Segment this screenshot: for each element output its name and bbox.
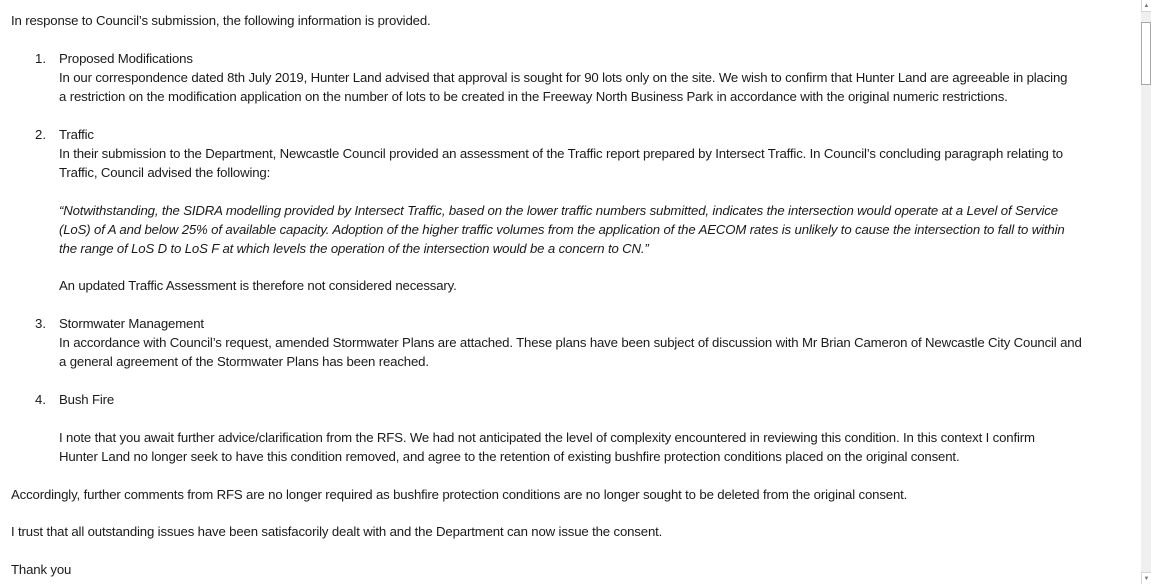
- item-2-number: 2.: [35, 127, 46, 142]
- sign-off: Thank you: [11, 562, 72, 577]
- item-2-line-2: Traffic, Council advised the following:: [59, 165, 271, 180]
- arrow-up-icon[interactable]: ▲: [1141, 0, 1151, 12]
- item-3-number: 3.: [35, 316, 46, 331]
- item-3-heading: Stormwater Management: [59, 316, 204, 331]
- item-1-line-2: a restriction on the modification application on the number of lots to be created in the Freeway North Business Park in accordance with the original numeric restrictions.: [59, 89, 1008, 104]
- closing-paragraph-2: I trust that all outstanding issues have been satisfacorily dealt with and the Department can now issue the consent.: [11, 524, 663, 539]
- item-3-line-2: a general agreement of the Stormwater Plans has been reached.: [59, 354, 429, 369]
- item-1-line-1: In our correspondence dated 8th July 2019, Hunter Land advised that approval is sought for 90 lots only on the site. We wish to confirm that Hunter Land are agreeable in placing: [59, 70, 1068, 85]
- item-4-line-1: I note that you await further advice/clarification from the RFS. We had not anticipated the level of complexity encountered in reviewing this condition. In this context I confirm: [59, 430, 1035, 445]
- item-2-quote-line-1: “Notwithstanding, the SIDRA modelling provided by Intersect Traffic, based on the lower traffic numbers submitted, indicates the intersection would operate at a Level of Service: [59, 203, 1058, 218]
- item-1-heading: Proposed Modifications: [59, 51, 193, 66]
- item-2-quote-line-2: (LoS) of A and below 25% of available capacity. Adoption of the higher traffic volumes from the application of the AECOM rates is unlikely to cause the intersection to fall to within: [59, 222, 1065, 237]
- item-2-heading: Traffic: [59, 127, 94, 142]
- intro-paragraph: In response to Council’s submission, the following information is provided.: [11, 13, 431, 28]
- vertical-scrollbar[interactable]: [1141, 0, 1151, 584]
- item-2-quote-line-3: the range of LoS D to LoS F at which levels the operation of the intersection would be a concern to CN.”: [59, 241, 649, 256]
- item-2-followup: An updated Traffic Assessment is therefore not considered necessary.: [59, 278, 457, 293]
- item-2-line-1: In their submission to the Department, Newcastle Council provided an assessment of the Traffic report prepared by Intersect Traffic. In Council’s concluding paragraph relating to: [59, 146, 1063, 161]
- item-1-number: 1.: [35, 51, 46, 66]
- closing-paragraph-1: Accordingly, further comments from RFS are no longer required as bushfire protection conditions are no longer sought to be deleted from the original consent.: [11, 487, 908, 502]
- item-4-line-2: Hunter Land no longer seek to have this condition removed, and agree to the retention of existing bushfire protection conditions placed on the original consent.: [59, 449, 960, 464]
- item-3-line-1: In accordance with Council’s request, amended Stormwater Plans are attached. These plans have been subject of discussion with Mr Brian Cameron of Newcastle City Council and: [59, 335, 1082, 350]
- scrollbar-thumb[interactable]: [1141, 22, 1151, 85]
- item-4-heading: Bush Fire: [59, 392, 115, 407]
- item-4-number: 4.: [35, 392, 46, 407]
- arrow-down-icon[interactable]: ▼: [1141, 572, 1151, 584]
